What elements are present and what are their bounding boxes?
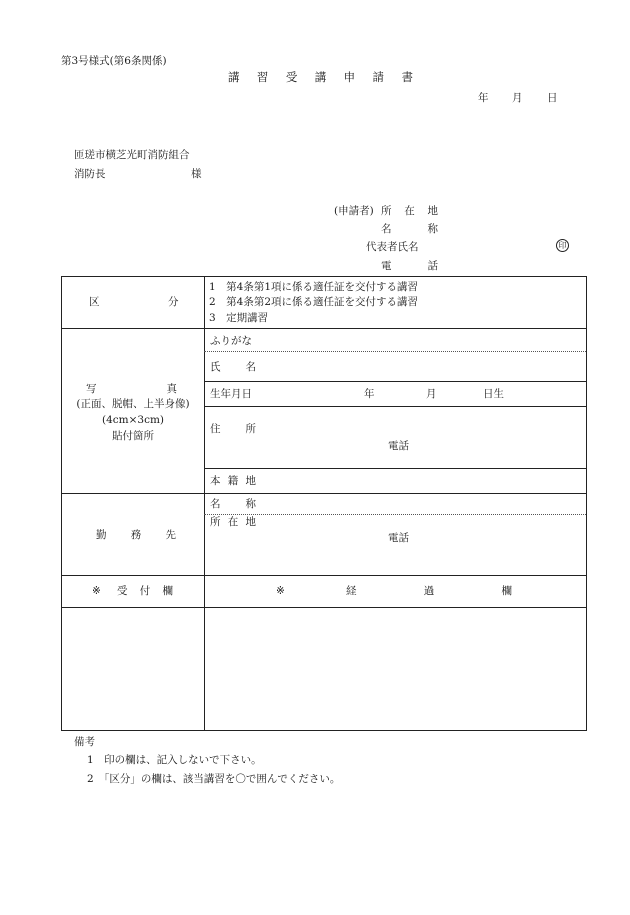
- label-char: 名: [245, 361, 256, 373]
- label-char: 務: [130, 529, 142, 541]
- title-char: 請: [372, 70, 385, 84]
- birth-month: 月: [426, 388, 437, 400]
- domicile-label: [210, 476, 256, 487]
- label-char: 欄: [162, 585, 173, 597]
- label-char: 写: [86, 383, 97, 395]
- row-divider: [62, 328, 586, 329]
- progress-label: [346, 586, 512, 597]
- date-day-label: 日: [547, 92, 558, 104]
- row-divider: [62, 607, 586, 608]
- applicant-address-label: [381, 206, 438, 217]
- work-address-label: [210, 517, 256, 528]
- label-char: 過: [423, 585, 435, 597]
- work-name-label: [210, 499, 256, 510]
- label-char: 真: [166, 383, 177, 395]
- title-char: 申: [343, 70, 356, 84]
- label-char: 在: [404, 205, 415, 217]
- title-char: 書: [401, 70, 413, 84]
- row-divider: [62, 493, 586, 494]
- label-char: 受: [117, 585, 128, 597]
- title-char: 習: [256, 70, 269, 84]
- application-table: [61, 276, 587, 731]
- label-char: 先: [165, 529, 176, 541]
- label-char: 称: [245, 498, 256, 510]
- birth-day: 日生: [483, 388, 504, 400]
- applicant-representative-label: 代表者氏名: [366, 241, 419, 253]
- remarks-item-2: 2 「区分」の欄は、該当講習を〇で囲んでください。: [87, 773, 341, 785]
- label-char: 地: [245, 516, 256, 528]
- recipient-honorific: 様: [191, 168, 202, 180]
- label-char: 所: [245, 423, 256, 435]
- label-char: 話: [427, 260, 438, 272]
- category-option-2: 2 第4条第2項に係る適任証を交付する講習: [209, 296, 419, 308]
- row-divider: [204, 381, 586, 382]
- form-number: 第3号様式(第6条関係): [61, 55, 167, 67]
- label-char: 籍: [227, 475, 239, 487]
- applicant-name-label: [381, 224, 438, 235]
- label-char: 付: [139, 585, 151, 597]
- label-char: 氏: [210, 361, 221, 373]
- category-option-1: 1 第4条第1項に係る適任証を交付する講習: [209, 281, 419, 293]
- title-char: 受: [285, 70, 298, 84]
- label-char: 電: [381, 260, 392, 272]
- applicant-prefix: (申請者): [334, 205, 374, 217]
- label-char: 勤: [96, 529, 107, 541]
- photo-placement: 貼付箇所: [112, 430, 154, 442]
- receipt-mark: ※: [92, 585, 101, 597]
- row-divider: [204, 468, 586, 469]
- label-char: 本: [210, 475, 221, 487]
- dotted-divider: [204, 351, 586, 352]
- category-label-last: 分: [168, 296, 179, 308]
- work-phone-label: 電話: [388, 532, 409, 544]
- label-char: 欄: [501, 585, 512, 597]
- label-char: 地: [427, 205, 438, 217]
- applicant-phone-label: [381, 261, 438, 272]
- address-phone-label: 電話: [388, 440, 409, 452]
- label-char: 名: [210, 498, 221, 510]
- receipt-label: [117, 586, 173, 597]
- recipient-chief: 消防長: [74, 168, 106, 180]
- address-label: [210, 424, 256, 435]
- row-divider: [204, 406, 586, 407]
- label-char: 名: [381, 223, 392, 235]
- column-divider: [204, 277, 205, 730]
- seal-mark: 印: [556, 239, 569, 252]
- title-char: 講: [314, 70, 327, 84]
- category-label-first: 区: [89, 296, 100, 308]
- photo-instructions: (正面、脱帽、上半身像): [76, 398, 190, 410]
- label-char: 経: [346, 585, 357, 597]
- photo-label: [86, 384, 177, 395]
- label-char: 所: [210, 516, 221, 528]
- document-title: [228, 72, 413, 84]
- date-year-label: 年: [478, 92, 489, 104]
- photo-size: (4cm×3cm): [101, 414, 165, 426]
- birth-year: 年: [364, 388, 375, 400]
- dotted-divider: [204, 514, 586, 515]
- label-char: 地: [245, 475, 256, 487]
- birth-label: 生年月日: [210, 388, 252, 400]
- label-char: 称: [427, 223, 438, 235]
- furigana-label: ふりがな: [210, 335, 252, 347]
- remarks-item-1: 1 印の欄は、記入しないで下さい。: [87, 754, 262, 766]
- title-char: 講: [228, 70, 240, 84]
- category-option-3: 3 定期講習: [209, 312, 269, 324]
- name-label: [210, 362, 256, 373]
- date-month-label: 月: [512, 92, 523, 104]
- label-char: 所: [381, 205, 392, 217]
- label-char: 在: [227, 516, 239, 528]
- workplace-label: [96, 530, 176, 541]
- row-divider: [62, 575, 586, 576]
- progress-mark: ※: [276, 585, 285, 597]
- label-char: 住: [210, 423, 221, 435]
- recipient-organization: 匝瑳市横芝光町消防組合: [74, 149, 190, 161]
- remarks-heading: 備考: [74, 736, 95, 748]
